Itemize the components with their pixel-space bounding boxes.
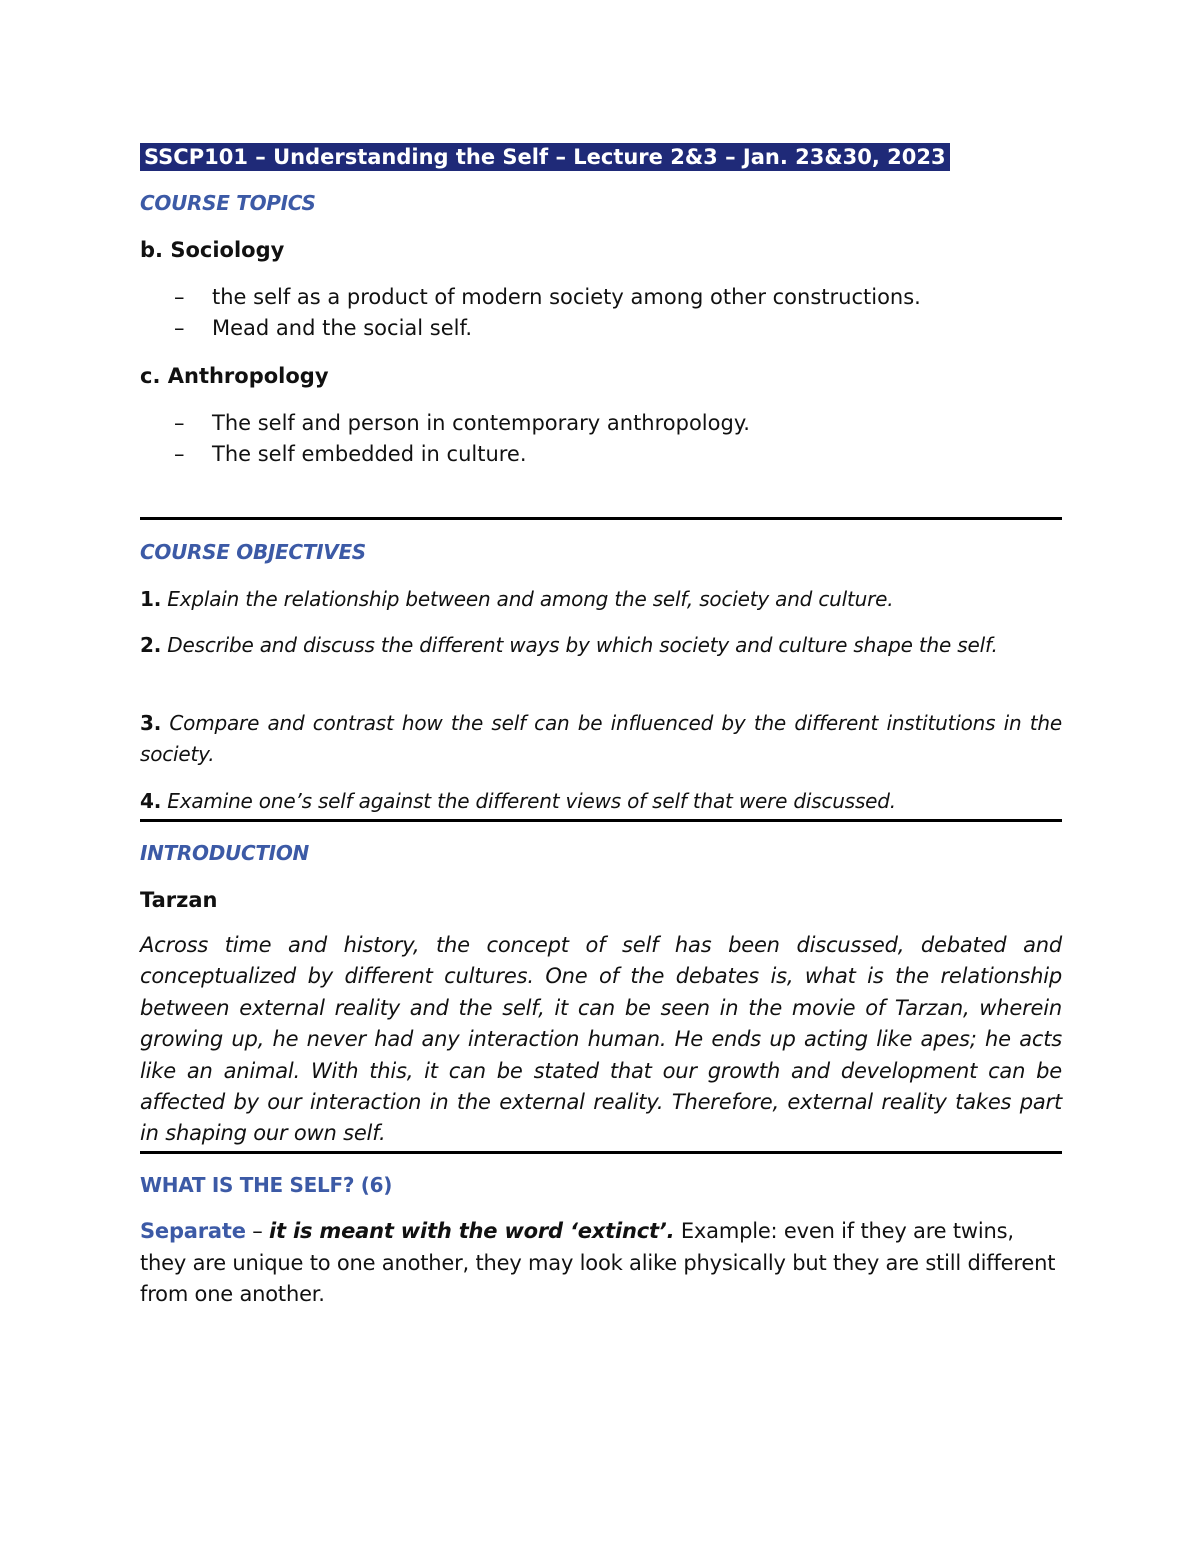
sociology-subheading: b. Sociology (140, 238, 285, 262)
objective-item: 1. Explain the relationship between and among the self, society and culture. (140, 587, 894, 611)
section-divider (140, 1151, 1062, 1154)
separate-emphasis: it is meant with the word ‘extinct’. (269, 1219, 675, 1243)
anthropology-list (140, 408, 1062, 470)
anthropology-subheading: c. Anthropology (140, 364, 329, 388)
objective-item: 3. Compare and contrast how the self can be influenced by the different institutions in the society. (140, 711, 1062, 766)
document-title: SSCP101 – Understanding the Self – Lecture 2&3 – Jan. 23&30, 2023 (140, 143, 950, 171)
list-item: – The self embedded in culture. (174, 442, 527, 466)
tarzan-subheading: Tarzan (140, 888, 218, 912)
course-objectives-heading: COURSE OBJECTIVES (140, 540, 366, 564)
objective-item: 4. Examine one’s self against the different views of self that were discussed. (140, 789, 896, 813)
section-divider (140, 819, 1062, 822)
introduction-paragraph: Across time and history, the concept of self has been discussed, debated and conceptualized by different cultures. One of the debates is, what is the relationship between external reality and the self, it can be seen in the movie of Tarzan, wherein growing up, he never had any interaction human. He ends up acting like apes; he acts like an animal. With this, it can be stated that our growth and development can be affected by our interaction in the external reality. Therefore, external reality takes part in shaping our own self. (140, 933, 1062, 1146)
sociology-list (140, 282, 1062, 344)
introduction-heading: INTRODUCTION (140, 841, 309, 865)
list-item: – the self as a product of modern society among other constructions. (174, 285, 921, 309)
term-separate: Separate (140, 1219, 246, 1243)
list-item: – Mead and the social self. (174, 316, 473, 340)
separate-paragraph: Separate – it is meant with the word ‘extinct’. Example: even if they are twins, they are unique to one another, they may look alike physically but they are still different from one another. (140, 1219, 1056, 1306)
course-topics-heading: COURSE TOPICS (140, 191, 316, 215)
objective-item: 2. Describe and discuss the different ways by which society and culture shape the self. (140, 633, 998, 657)
list-item: – The self and person in contemporary anthropology. (174, 411, 750, 435)
section-divider (140, 517, 1062, 520)
what-is-self-heading: WHAT IS THE SELF? (6) (140, 1173, 393, 1197)
